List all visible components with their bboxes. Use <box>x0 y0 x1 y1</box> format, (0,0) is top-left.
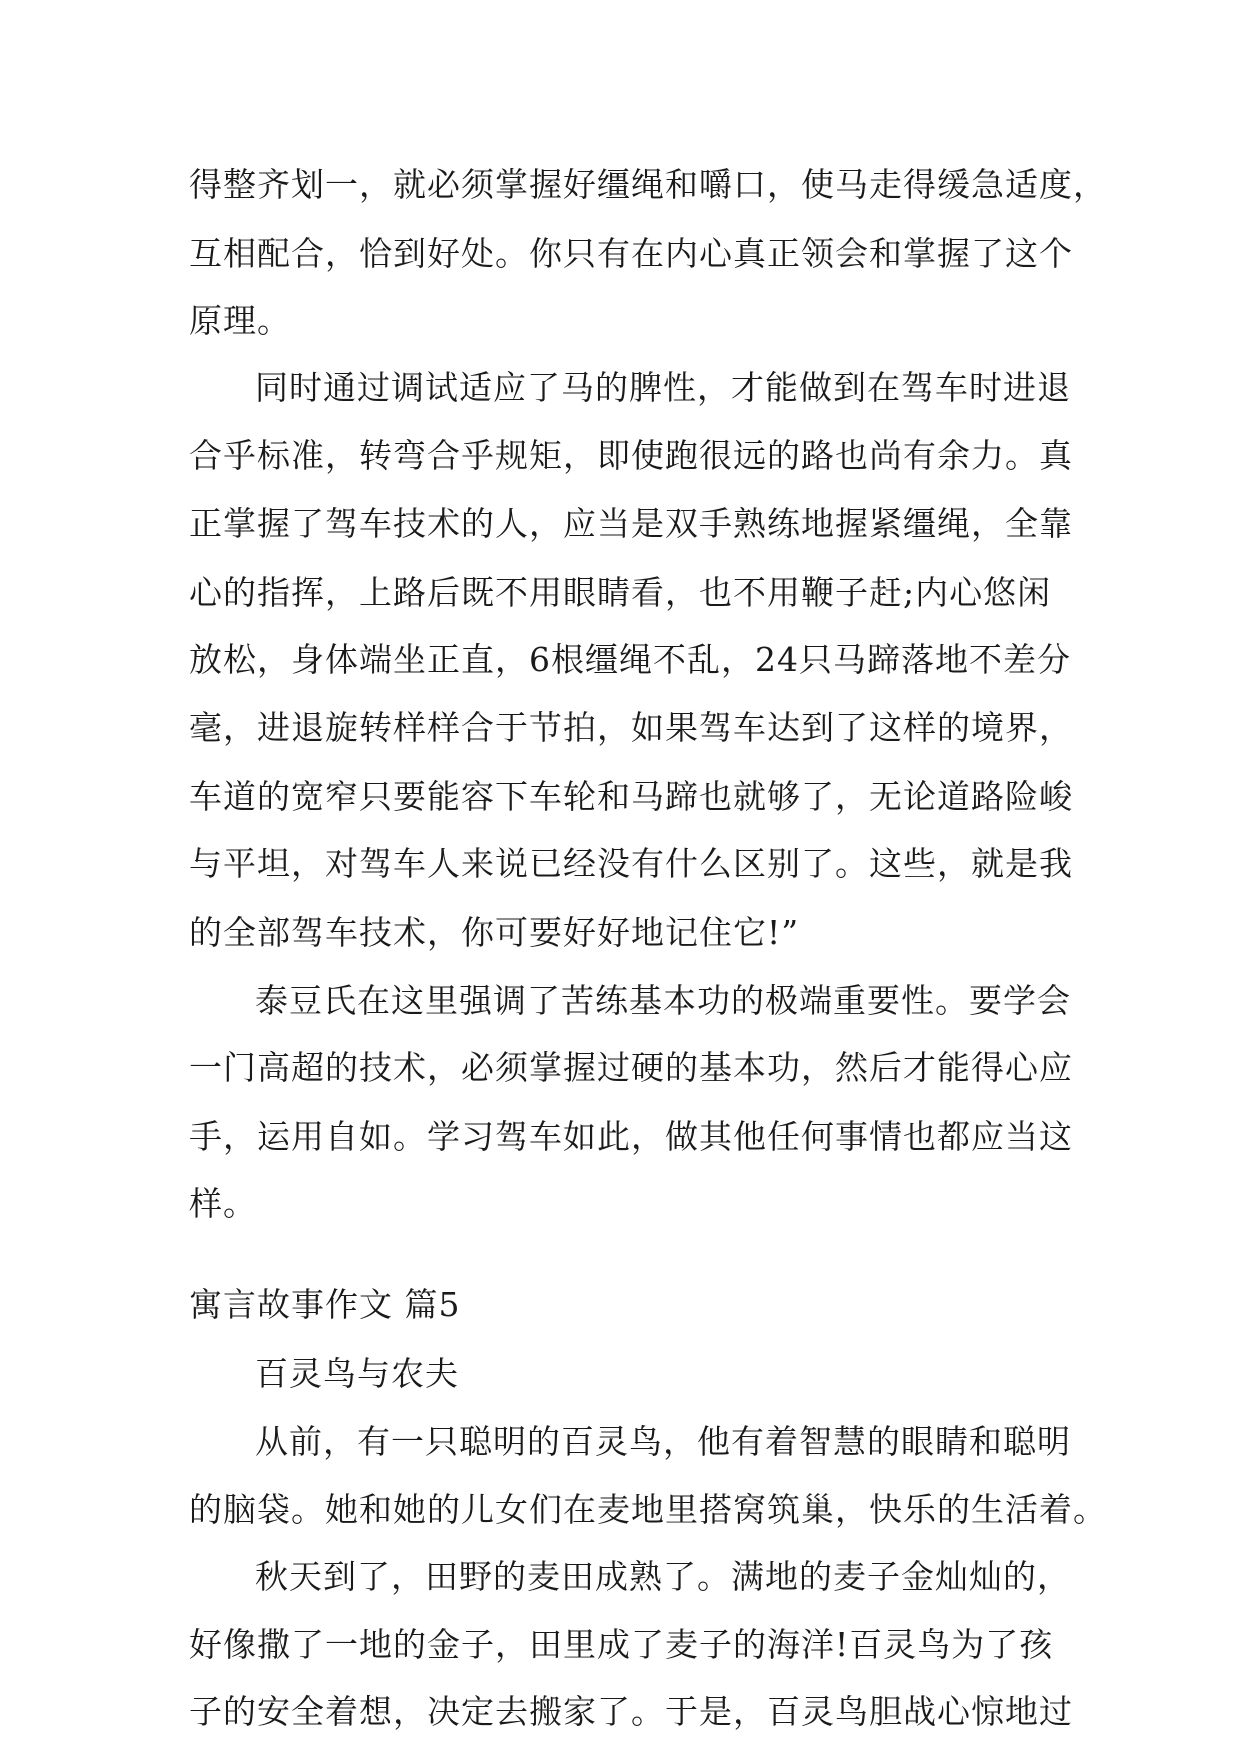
paragraph-line: 子的安全着想，决定去搬家了。于是，百灵鸟胆战心惊地过 <box>189 1692 1073 1731</box>
paragraph-line: 放松，身体端坐正直，6根缰绳不乱，24只马蹄落地不差分 <box>189 640 1071 679</box>
paragraph-line: 一门高超的技术，必须掌握过硬的基本功，然后才能得心应 <box>189 1048 1073 1087</box>
paragraph-line: 互相配合，恰到好处。你只有在内心真正领会和掌握了这个 <box>189 234 1073 273</box>
paragraph-line: 毫，进退旋转样样合于节拍，如果驾车达到了这样的境界， <box>189 708 1073 747</box>
paragraph-line: 正掌握了驾车技术的人，应当是双手熟练地握紧缰绳，全靠 <box>189 504 1073 543</box>
paragraph-line: 合乎标准，转弯合乎规矩，即使跑很远的路也尚有余力。真 <box>189 436 1073 475</box>
paragraph-line: 心的指挥，上路后既不用眼睛看，也不用鞭子赶;内心悠闲 <box>189 573 1052 612</box>
section-heading: 寓言故事作文 篇5 <box>189 1285 461 1324</box>
paragraph-line: 的脑袋。她和她的儿女们在麦地里搭窝筑巢，快乐的生活着。 <box>189 1490 1107 1529</box>
paragraph-line: 的全部驾车技术，你可要好好地记住它!” <box>189 913 800 952</box>
paragraph-line: 车道的宽窄只要能容下车轮和马蹄也就够了，无论道路险峻 <box>189 777 1073 816</box>
paragraph-line: 得整齐划一，就必须掌握好缰绳和嚼口，使马走得缓急适度， <box>189 165 1107 204</box>
paragraph-line: 样。 <box>189 1184 257 1223</box>
story-title: 百灵鸟与农夫 <box>255 1354 459 1393</box>
paragraph-line: 同时通过调试适应了马的脾性，才能做到在驾车时进退 <box>255 368 1071 407</box>
paragraph-line: 泰豆氏在这里强调了苦练基本功的极端重要性。要学会 <box>255 981 1071 1020</box>
paragraph-line: 秋天到了，田野的麦田成熟了。满地的麦子金灿灿的， <box>255 1557 1071 1596</box>
paragraph-line: 从前，有一只聪明的百灵鸟，他有着智慧的眼睛和聪明 <box>255 1422 1071 1461</box>
paragraph-line: 好像撒了一地的金子，田里成了麦子的海洋!百灵鸟为了孩 <box>189 1625 1054 1664</box>
paragraph-line: 手，运用自如。学习驾车如此，做其他任何事情也都应当这 <box>189 1117 1073 1156</box>
paragraph-line: 与平坦，对驾车人来说已经没有什么区别了。这些，就是我 <box>189 844 1073 883</box>
paragraph-line: 原理。 <box>189 301 291 340</box>
